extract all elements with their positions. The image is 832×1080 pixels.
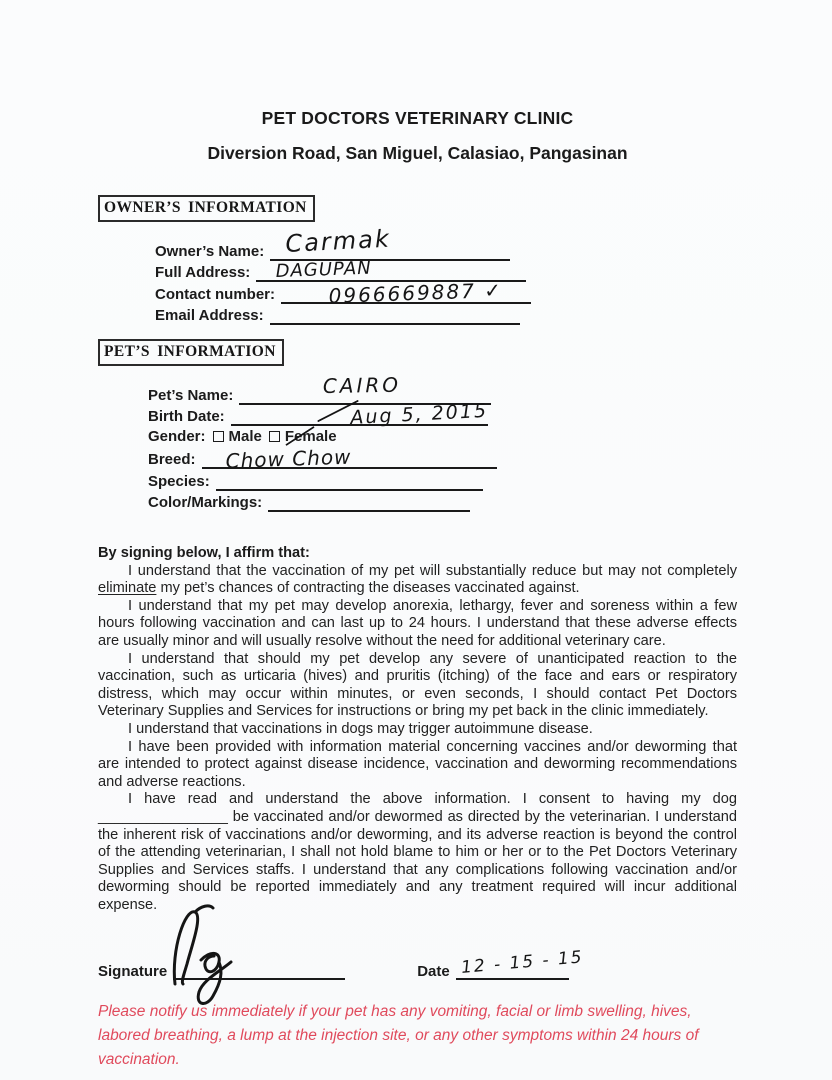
consent-paragraph-1	[98, 563, 737, 598]
owner-fields	[155, 224, 737, 325]
contact-number-line	[281, 277, 531, 308]
color-markings-row	[148, 491, 737, 513]
breed-line	[202, 444, 497, 473]
species-line	[216, 471, 483, 491]
consent-paragraph-6-text: I have read and understand the above information. I consent to having my dog	[128, 791, 737, 808]
full-address-handwritten: DAGUPAN	[275, 257, 373, 282]
owner-name-handwritten: Carmak	[284, 224, 392, 258]
signature-scribble	[161, 898, 271, 1010]
email-address-line	[270, 305, 520, 325]
post-vaccination-notice: Please notify us immediately if your pet has any vomiting, facial or limb swelling, hives, labored breathing, a lump at the injection site, or any other symptoms within 24 hours of vaccination.	[98, 1003, 699, 1069]
contact-number-label: Contact number:	[155, 285, 275, 303]
consent-paragraph-6-tail: be vaccinated and/or dewormed as directed by the veterinarian. I understand the inherent risk of vaccinations and/or deworming, and its adverse reaction is beyond the control of the attending veterinarian, I shall not hold blame to him or her or to the Pet Doctors Veterinary Supplies and Services staffs. I understand that any complications following vaccination and/or deworming should be reported immediately and any treatment required will incur additional expense.	[98, 808, 737, 913]
date-line	[456, 947, 585, 980]
signature-label: Signature	[98, 963, 168, 981]
female-label: Female	[284, 428, 337, 446]
owner-name-row	[155, 224, 737, 261]
document-header	[98, 108, 737, 164]
contact-number-row	[155, 277, 737, 308]
breed-handwritten: Chow Chow	[224, 444, 352, 473]
color-markings-line	[268, 492, 470, 512]
email-address-label: Email Address:	[155, 307, 264, 324]
birth-date-label: Birth Date:	[148, 408, 225, 425]
full-address-label: Full Address:	[155, 264, 251, 281]
consent-paragraph-2: I understand that my pet may develop anorexia, lethargy, fever and soreness within a few hours following vaccination and can last up to 24 hours. I understand that these adverse effects are usually minor and will usually resolve without the need for additional veterinary care.	[98, 597, 737, 649]
male-label: Male	[228, 428, 262, 446]
consent-paragraph-5: I have been provided with information material concerning vaccines and/or deworming that are intended to protect against disease incidence, vaccination and deworming recommendations and adverse reactions.	[98, 738, 737, 790]
date-handwritten: 12 - 15 - 15	[459, 947, 585, 979]
email-address-row	[155, 304, 737, 326]
owner-name-line	[270, 224, 510, 261]
full-address-line	[256, 257, 526, 282]
color-markings-label: Color/Markings:	[148, 494, 263, 511]
species-label: Species:	[148, 472, 210, 490]
gender-label: Gender:	[148, 428, 206, 446]
pet-name-handwritten: CAIRO	[322, 372, 402, 398]
signature-line	[173, 960, 345, 980]
pet-information-section	[98, 339, 737, 512]
birth-date-handwritten: Aug 5, 2015	[349, 399, 489, 429]
pet-name-row	[148, 372, 737, 405]
species-row	[148, 469, 737, 491]
breed-row	[148, 444, 737, 473]
owner-information-heading: OWNER’S INFORMATION	[98, 195, 315, 222]
owner-information-section	[98, 195, 737, 325]
consent-paragraph-1-text: I understand that the vaccination of my pet will substantially reduce but may not completely	[128, 562, 737, 579]
pet-information-heading: PET’S INFORMATION	[98, 339, 284, 366]
birth-date-row	[148, 399, 737, 429]
clinic-address: Diversion Road, San Miguel, Calasiao, Pangasinan	[207, 143, 628, 163]
full-address-row	[155, 257, 737, 283]
birth-date-line	[231, 399, 489, 429]
pet-fields	[148, 372, 737, 512]
date-label: Date	[417, 963, 450, 981]
dog-name-blank: ________________	[98, 808, 228, 825]
male-checkbox	[213, 431, 224, 442]
clinic-name: PET DOCTORS VETERINARY CLINIC	[261, 108, 574, 128]
gender-row	[148, 426, 737, 448]
owner-name-label: Owner’s Name:	[155, 242, 265, 260]
signature-row	[98, 947, 737, 981]
consent-paragraph-1-tail: my pet’s chances of contracting the diseases vaccinated against.	[156, 580, 580, 597]
female-checkbox	[269, 431, 280, 442]
consent-paragraph-4: I understand that vaccinations in dogs may trigger autoimmune disease.	[128, 720, 593, 737]
pet-name-line	[239, 372, 491, 405]
pet-name-label: Pet’s Name:	[148, 386, 234, 404]
underlined-word: eliminate	[98, 580, 157, 597]
affirmation-heading: By signing below, I affirm that:	[98, 545, 310, 561]
breed-label: Breed:	[148, 451, 196, 468]
consent-text-block	[98, 545, 737, 914]
consent-paragraph-3: I understand that should my pet develop any severe of unanticipated reaction to the vaccination, such as urticaria (hives) and pruritis (itching) of the face and ears or respiratory distress, which may occur within minutes, or even seconds, I should contact Pet Doctors Veterinary Supplies and Services for instructions or bring my pet back in the clinic immediately.	[98, 650, 737, 720]
consent-paragraph-6	[98, 791, 737, 914]
contact-number-handwritten: 0966669887 ✓	[328, 277, 504, 308]
